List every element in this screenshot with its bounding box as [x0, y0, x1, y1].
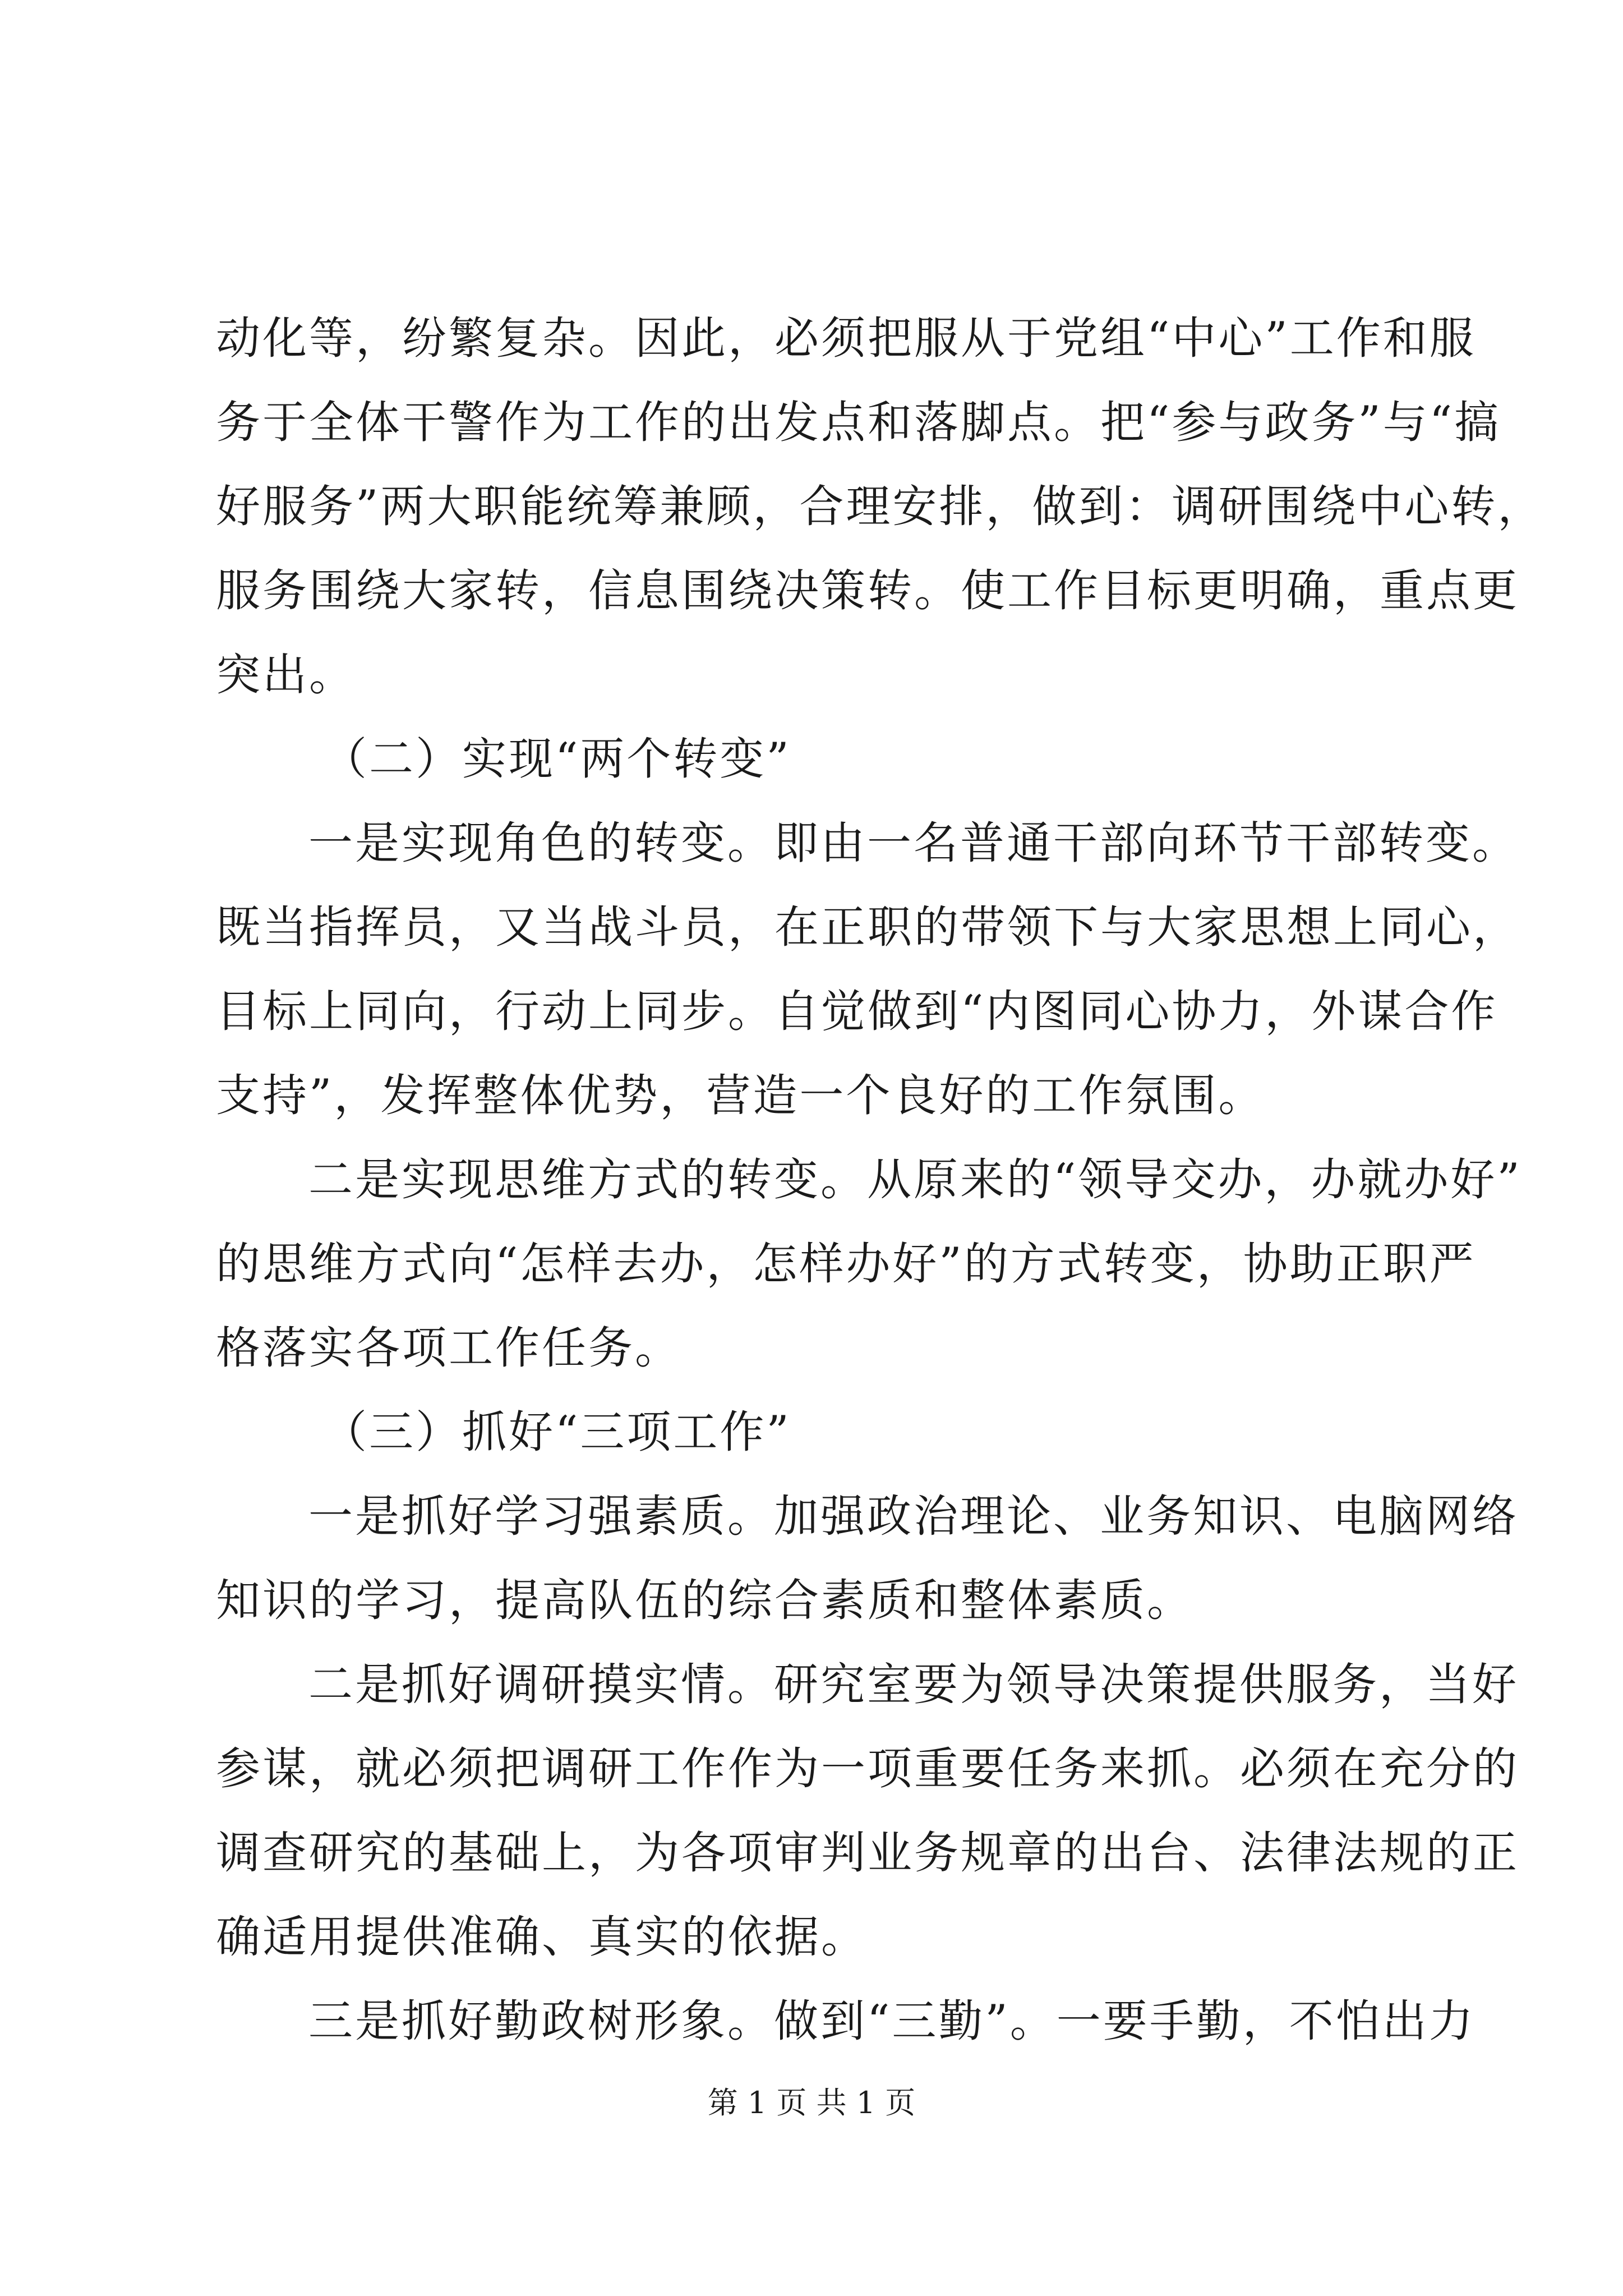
body-line: 一是实现角色的转变。即由一名普通干部向环节干部转变。 [308, 817, 1519, 869]
body-line: 调查研究的基础上，为各项审判业务规章的出台、法律法规的正 [216, 1827, 1519, 1879]
body-line: 的思维方式向“怎样去办，怎样办好”的方式转变，协助正职严 [216, 1238, 1476, 1290]
body-line: 三是抓好勤政树形象。做到“三勤”。一要手勤，不怕出力 [308, 1995, 1476, 2047]
body-line: 务于全体干警作为工作的出发点和落脚点。把“参与政务”与“搞 [216, 397, 1501, 448]
body-line: 参谋，就必须把调研工作作为一项重要任务来抓。必须在充分的 [216, 1743, 1519, 1795]
body-line: 二是实现思维方式的转变。从原来的“领导交办，办就办好” [308, 1154, 1522, 1205]
body-line: 服务围绕大家转，信息围绕决策转。使工作目标更明确，重点更 [216, 565, 1519, 616]
section-heading: （二）实现“两个转变” [322, 733, 791, 785]
body-line: 目标上同向，行动上同步。自觉做到“内图同心协力，外谋合作 [216, 986, 1498, 1037]
body-line: 确适用提供准确、真实的依据。 [216, 1911, 868, 1963]
body-line: 好服务”两大职能统筹兼顾，合理安排，做到：调研围绕中心转， [216, 481, 1544, 532]
body-line: 支持”，发挥整体优势，营造一个良好的工作氛围。 [216, 1070, 1265, 1121]
body-line: 知识的学习，提高队伍的综合素质和整体素质。 [216, 1575, 1193, 1626]
section-heading: （三）抓好“三项工作” [322, 1406, 791, 1458]
body-line: 格落实各项工作任务。 [216, 1322, 681, 1374]
body-line: 动化等，纷繁复杂。因此，必须把服从于党组“中心”工作和服 [216, 312, 1476, 364]
body-line: 突出。 [216, 649, 356, 701]
body-line: 既当指挥员，又当战斗员，在正职的带领下与大家思想上同心， [216, 901, 1519, 953]
body-line: 二是抓好调研摸实情。研究室要为领导决策提供服务，当好 [308, 1659, 1519, 1710]
body-line: 一是抓好学习强素质。加强政治理论、业务知识、电脑网络 [308, 1490, 1519, 1542]
page-footer: 第 1 页 共 1 页 [707, 2085, 916, 2120]
